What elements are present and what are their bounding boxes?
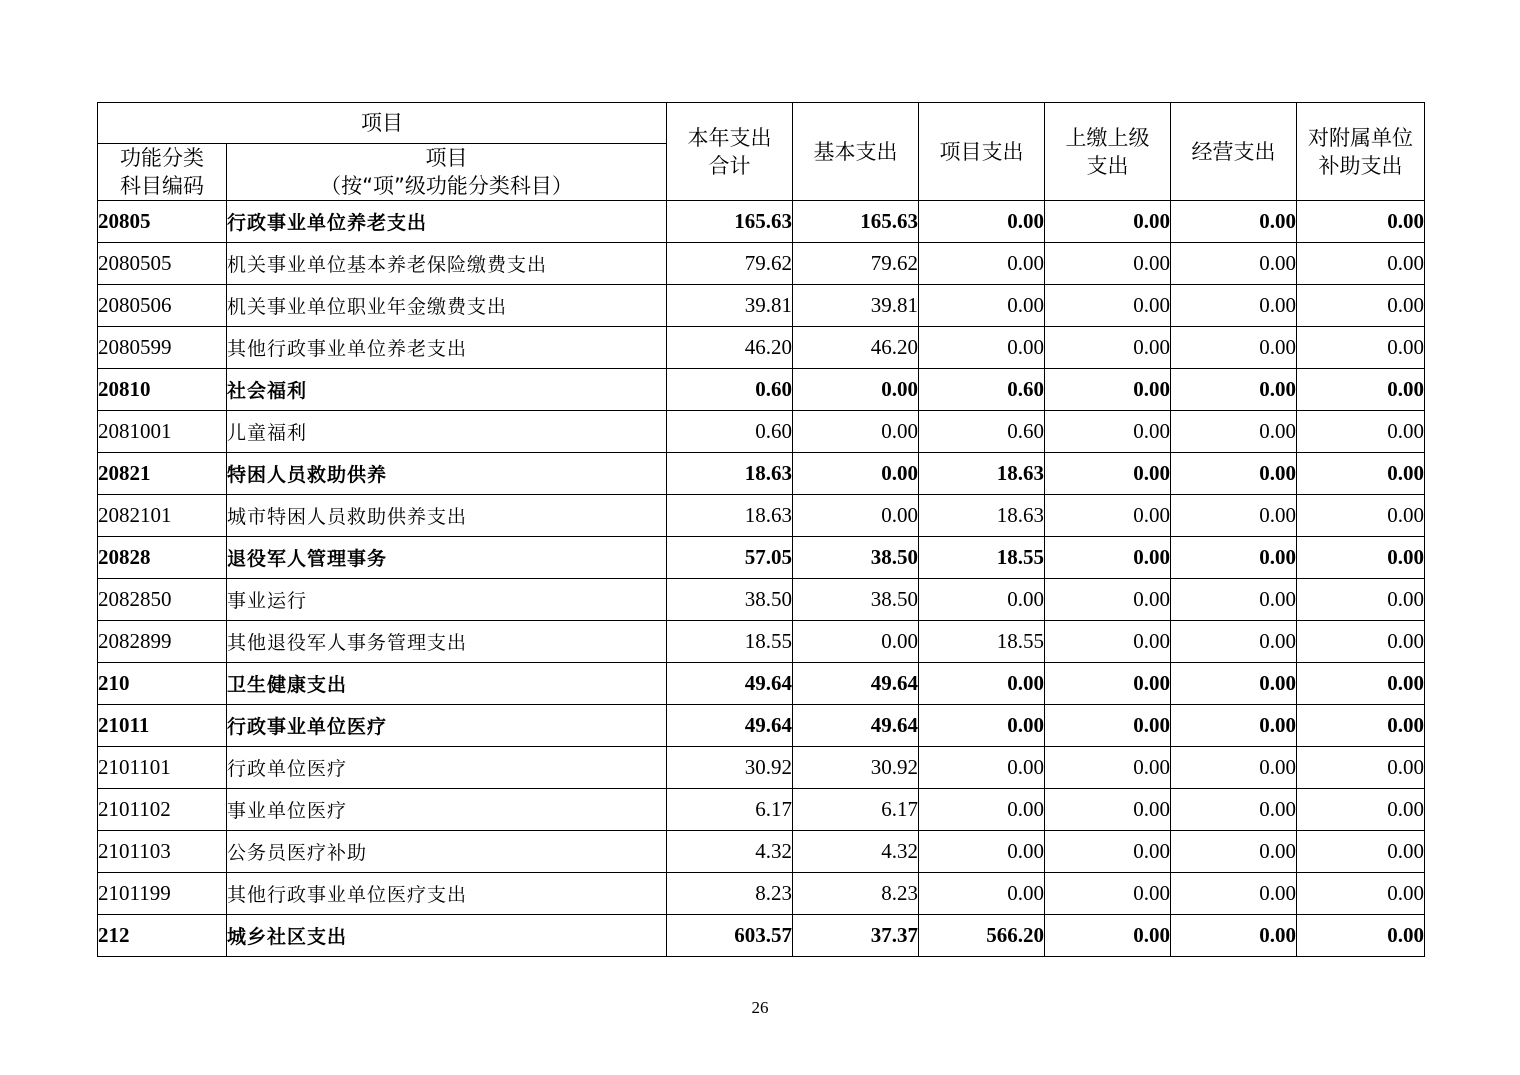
cell-basic: 39.81: [793, 285, 919, 327]
header-code-label: 功能分类 科目编码: [120, 146, 204, 198]
cell-project: 0.60: [919, 369, 1045, 411]
cell-project: 18.55: [919, 621, 1045, 663]
header-subsidy-label: 对附属单位 补助支出: [1308, 125, 1413, 178]
table-row: [98, 873, 1425, 915]
header-operating: 经营支出: [1171, 103, 1297, 201]
cell-total: 18.63: [667, 495, 793, 537]
cell-remit: 0.00: [1045, 873, 1171, 915]
cell-total: 49.64: [667, 663, 793, 705]
cell-subsidy: 0.00: [1297, 411, 1425, 453]
cell-name: 行政事业单位医疗: [227, 705, 667, 747]
table-row: [98, 831, 1425, 873]
table-row: [98, 495, 1425, 537]
cell-operating: 0.00: [1171, 621, 1297, 663]
header-basic: 基本支出: [793, 103, 919, 201]
cell-basic: 0.00: [793, 411, 919, 453]
cell-subsidy: 0.00: [1297, 747, 1425, 789]
cell-operating: 0.00: [1171, 579, 1297, 621]
cell-name: 事业单位医疗: [227, 789, 667, 831]
table-row: [98, 411, 1425, 453]
table-row: [98, 537, 1425, 579]
cell-project: 18.55: [919, 537, 1045, 579]
cell-subsidy: 0.00: [1297, 873, 1425, 915]
cell-basic: 79.62: [793, 243, 919, 285]
cell-name: 行政单位医疗: [227, 747, 667, 789]
cell-operating: 0.00: [1171, 369, 1297, 411]
table-header: [98, 103, 1425, 201]
cell-remit: 0.00: [1045, 663, 1171, 705]
cell-operating: 0.00: [1171, 411, 1297, 453]
cell-project: 0.00: [919, 789, 1045, 831]
cell-remit: 0.00: [1045, 831, 1171, 873]
cell-name: 卫生健康支出: [227, 663, 667, 705]
cell-operating: 0.00: [1171, 453, 1297, 495]
cell-code: 2080506: [98, 285, 227, 327]
cell-operating: 0.00: [1171, 537, 1297, 579]
cell-name: 城市特困人员救助供养支出: [227, 495, 667, 537]
cell-project: 0.00: [919, 201, 1045, 243]
table-row: [98, 579, 1425, 621]
cell-total: 79.62: [667, 243, 793, 285]
cell-code: 2082850: [98, 579, 227, 621]
cell-total: 30.92: [667, 747, 793, 789]
cell-total: 49.64: [667, 705, 793, 747]
cell-name: 儿童福利: [227, 411, 667, 453]
header-name-label: 项目 （按“项”级功能分类科目）: [320, 146, 573, 198]
cell-name: 退役军人管理事务: [227, 537, 667, 579]
cell-project: 0.00: [919, 831, 1045, 873]
cell-name: 公务员医疗补助: [227, 831, 667, 873]
cell-name: 事业运行: [227, 579, 667, 621]
cell-remit: 0.00: [1045, 243, 1171, 285]
cell-basic: 4.32: [793, 831, 919, 873]
cell-basic: 0.00: [793, 369, 919, 411]
cell-subsidy: 0.00: [1297, 243, 1425, 285]
cell-basic: 49.64: [793, 663, 919, 705]
cell-remit: 0.00: [1045, 579, 1171, 621]
cell-subsidy: 0.00: [1297, 369, 1425, 411]
cell-project: 0.00: [919, 747, 1045, 789]
page-number: 26: [751, 998, 769, 1017]
cell-basic: 46.20: [793, 327, 919, 369]
cell-name: 其他行政事业单位养老支出: [227, 327, 667, 369]
header-item-group: 项目: [98, 103, 667, 144]
cell-name: 城乡社区支出: [227, 915, 667, 957]
cell-subsidy: 0.00: [1297, 705, 1425, 747]
table-row: [98, 243, 1425, 285]
cell-code: 20828: [98, 537, 227, 579]
table-row: [98, 663, 1425, 705]
cell-subsidy: 0.00: [1297, 579, 1425, 621]
cell-subsidy: 0.00: [1297, 285, 1425, 327]
cell-project: 0.00: [919, 663, 1045, 705]
cell-remit: 0.00: [1045, 285, 1171, 327]
cell-total: 57.05: [667, 537, 793, 579]
cell-code: 2101101: [98, 747, 227, 789]
cell-name: 机关事业单位职业年金缴费支出: [227, 285, 667, 327]
cell-basic: 165.63: [793, 201, 919, 243]
cell-project: 18.63: [919, 453, 1045, 495]
cell-project: 0.00: [919, 327, 1045, 369]
table-row: [98, 453, 1425, 495]
cell-code: 2081001: [98, 411, 227, 453]
header-subsidy: [1297, 103, 1425, 201]
cell-project: 0.00: [919, 285, 1045, 327]
cell-subsidy: 0.00: [1297, 831, 1425, 873]
cell-basic: 0.00: [793, 453, 919, 495]
cell-code: 21011: [98, 705, 227, 747]
cell-code: 2101103: [98, 831, 227, 873]
cell-name: 机关事业单位基本养老保险缴费支出: [227, 243, 667, 285]
cell-project: 18.63: [919, 495, 1045, 537]
cell-total: 603.57: [667, 915, 793, 957]
cell-subsidy: 0.00: [1297, 327, 1425, 369]
cell-code: 2080505: [98, 243, 227, 285]
cell-code: 2080599: [98, 327, 227, 369]
cell-basic: 0.00: [793, 495, 919, 537]
cell-total: 6.17: [667, 789, 793, 831]
header-total: [667, 103, 793, 201]
cell-project: 566.20: [919, 915, 1045, 957]
cell-operating: 0.00: [1171, 915, 1297, 957]
cell-code: 20821: [98, 453, 227, 495]
cell-total: 46.20: [667, 327, 793, 369]
cell-subsidy: 0.00: [1297, 537, 1425, 579]
cell-code: 212: [98, 915, 227, 957]
cell-remit: 0.00: [1045, 411, 1171, 453]
cell-basic: 38.50: [793, 537, 919, 579]
cell-basic: 49.64: [793, 705, 919, 747]
header-project: 项目支出: [919, 103, 1045, 201]
table-row: [98, 327, 1425, 369]
cell-operating: 0.00: [1171, 201, 1297, 243]
cell-total: 18.55: [667, 621, 793, 663]
cell-remit: 0.00: [1045, 621, 1171, 663]
expenditure-table: [97, 102, 1425, 957]
cell-remit: 0.00: [1045, 453, 1171, 495]
header-total-label: 本年支出 合计: [687, 125, 772, 178]
cell-total: 4.32: [667, 831, 793, 873]
cell-code: 20805: [98, 201, 227, 243]
cell-operating: 0.00: [1171, 285, 1297, 327]
cell-operating: 0.00: [1171, 831, 1297, 873]
cell-name: 特困人员救助供养: [227, 453, 667, 495]
cell-operating: 0.00: [1171, 789, 1297, 831]
cell-name: 其他行政事业单位医疗支出: [227, 873, 667, 915]
cell-code: 2101199: [98, 873, 227, 915]
cell-basic: 0.00: [793, 621, 919, 663]
cell-basic: 6.17: [793, 789, 919, 831]
table-row: [98, 285, 1425, 327]
cell-basic: 38.50: [793, 579, 919, 621]
cell-subsidy: 0.00: [1297, 663, 1425, 705]
cell-project: 0.00: [919, 579, 1045, 621]
cell-project: 0.00: [919, 705, 1045, 747]
cell-total: 18.63: [667, 453, 793, 495]
cell-subsidy: 0.00: [1297, 453, 1425, 495]
cell-remit: 0.00: [1045, 201, 1171, 243]
cell-remit: 0.00: [1045, 537, 1171, 579]
table-body: [98, 201, 1425, 957]
table-row: [98, 201, 1425, 243]
cell-code: 2082899: [98, 621, 227, 663]
cell-remit: 0.00: [1045, 705, 1171, 747]
cell-remit: 0.00: [1045, 327, 1171, 369]
cell-operating: 0.00: [1171, 705, 1297, 747]
cell-operating: 0.00: [1171, 747, 1297, 789]
cell-total: 38.50: [667, 579, 793, 621]
header-code: [98, 144, 227, 201]
cell-code: 2101102: [98, 789, 227, 831]
cell-name: 社会福利: [227, 369, 667, 411]
cell-operating: 0.00: [1171, 873, 1297, 915]
cell-operating: 0.00: [1171, 663, 1297, 705]
cell-subsidy: 0.00: [1297, 201, 1425, 243]
cell-basic: 30.92: [793, 747, 919, 789]
cell-code: 20810: [98, 369, 227, 411]
table-row: [98, 621, 1425, 663]
cell-subsidy: 0.00: [1297, 789, 1425, 831]
cell-remit: 0.00: [1045, 747, 1171, 789]
cell-project: 0.00: [919, 873, 1045, 915]
cell-operating: 0.00: [1171, 495, 1297, 537]
cell-project: 0.00: [919, 243, 1045, 285]
cell-basic: 8.23: [793, 873, 919, 915]
cell-remit: 0.00: [1045, 369, 1171, 411]
cell-code: 210: [98, 663, 227, 705]
cell-name: 其他退役军人事务管理支出: [227, 621, 667, 663]
cell-project: 0.60: [919, 411, 1045, 453]
table-row: [98, 789, 1425, 831]
table-row: [98, 915, 1425, 957]
table-row: [98, 747, 1425, 789]
table-row: [98, 705, 1425, 747]
cell-subsidy: 0.00: [1297, 495, 1425, 537]
cell-total: 0.60: [667, 411, 793, 453]
header-name: [227, 144, 667, 201]
cell-remit: 0.00: [1045, 789, 1171, 831]
cell-total: 39.81: [667, 285, 793, 327]
cell-subsidy: 0.00: [1297, 915, 1425, 957]
cell-basic: 37.37: [793, 915, 919, 957]
cell-total: 0.60: [667, 369, 793, 411]
cell-name: 行政事业单位养老支出: [227, 201, 667, 243]
header-remit: [1045, 103, 1171, 201]
table-row: [98, 369, 1425, 411]
cell-operating: 0.00: [1171, 327, 1297, 369]
cell-total: 8.23: [667, 873, 793, 915]
cell-remit: 0.00: [1045, 915, 1171, 957]
cell-total: 165.63: [667, 201, 793, 243]
header-remit-label: 上缴上级 支出: [1065, 125, 1150, 178]
cell-operating: 0.00: [1171, 243, 1297, 285]
cell-code: 2082101: [98, 495, 227, 537]
cell-remit: 0.00: [1045, 495, 1171, 537]
cell-subsidy: 0.00: [1297, 621, 1425, 663]
